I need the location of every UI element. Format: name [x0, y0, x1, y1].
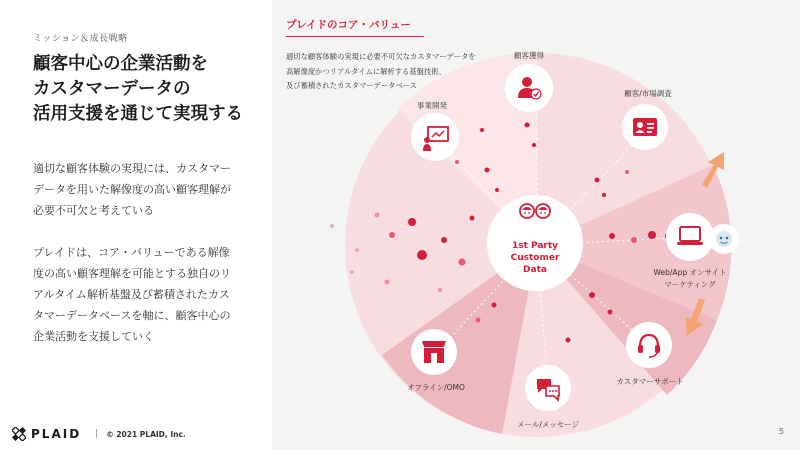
chat-bot-icon [716, 231, 732, 247]
node-label-acquisition: 顧客獲得 [514, 51, 544, 60]
headline-line-2: カスタマーデータの [33, 79, 191, 99]
node-label-mail: メール/メッセージ [517, 420, 579, 429]
body-paragraph-2: プレイドは、コア・バリューである解像度の高い顧客理解を可能とする独自のリアルタイム解析基盤及び蓄積されたカスタマーデータベースを軸に、顧客中心の企業活動を支援していく [33, 246, 231, 343]
node-offline-omo [411, 329, 457, 375]
node-market-research [622, 104, 668, 150]
core-value-title: プレイドのコア・バリュー [286, 17, 424, 37]
page-number: 5 [778, 427, 784, 436]
copyright: © 2021 PLAID, Inc. [106, 429, 186, 439]
node-label-research: 顧客/市場調査 [624, 89, 672, 98]
logo-text: PLAID [31, 427, 82, 441]
intro-line-1: 適切な顧客体験の実現に必要不可欠なカスタマーデータを [286, 52, 476, 61]
center-line-2: Customer [510, 253, 560, 263]
node-customer-support [626, 322, 672, 368]
left-panel [0, 0, 272, 450]
node-label-bizdev: 事業開発 [417, 101, 447, 110]
node-business-development [411, 113, 459, 161]
footer [12, 424, 186, 444]
storefront-icon [422, 341, 446, 363]
intro-line-3: 及び蓄積されたカスタマーデータベース [286, 81, 417, 90]
plaid-logo-icon [12, 427, 26, 441]
headline-line-1: 顧客中心の企業活動を [33, 54, 208, 74]
node-label-support: カスタマーサポート [616, 377, 684, 386]
node-label-offline: オフライン/OMO [407, 383, 465, 392]
node-label-webapp-1: Web/App オンサイト [653, 268, 727, 277]
node-customer-acquisition [505, 64, 553, 112]
section-label: ミッション＆成長戦略 [33, 34, 128, 44]
node-label-webapp-2: マーケティング [664, 280, 716, 289]
center-line-1: 1st Party [511, 241, 559, 251]
id-card-icon [633, 118, 657, 136]
node-mail-message [525, 365, 571, 411]
center-line-3: Data [523, 265, 547, 275]
headline-line-3: 活用支援を通じて実現する [33, 104, 243, 124]
core-value-intro [286, 50, 511, 94]
body-paragraph-1: 適切な顧客体験の実現には、カスタマーデータを用いた解像度の高い顧客理解が必要不可欠と考えている [33, 162, 231, 217]
headline [33, 52, 268, 127]
intro-line-2: 高解像度かつリアルタイムに解析する基盤技術、 [286, 66, 446, 76]
footer-separator: | [95, 429, 99, 439]
